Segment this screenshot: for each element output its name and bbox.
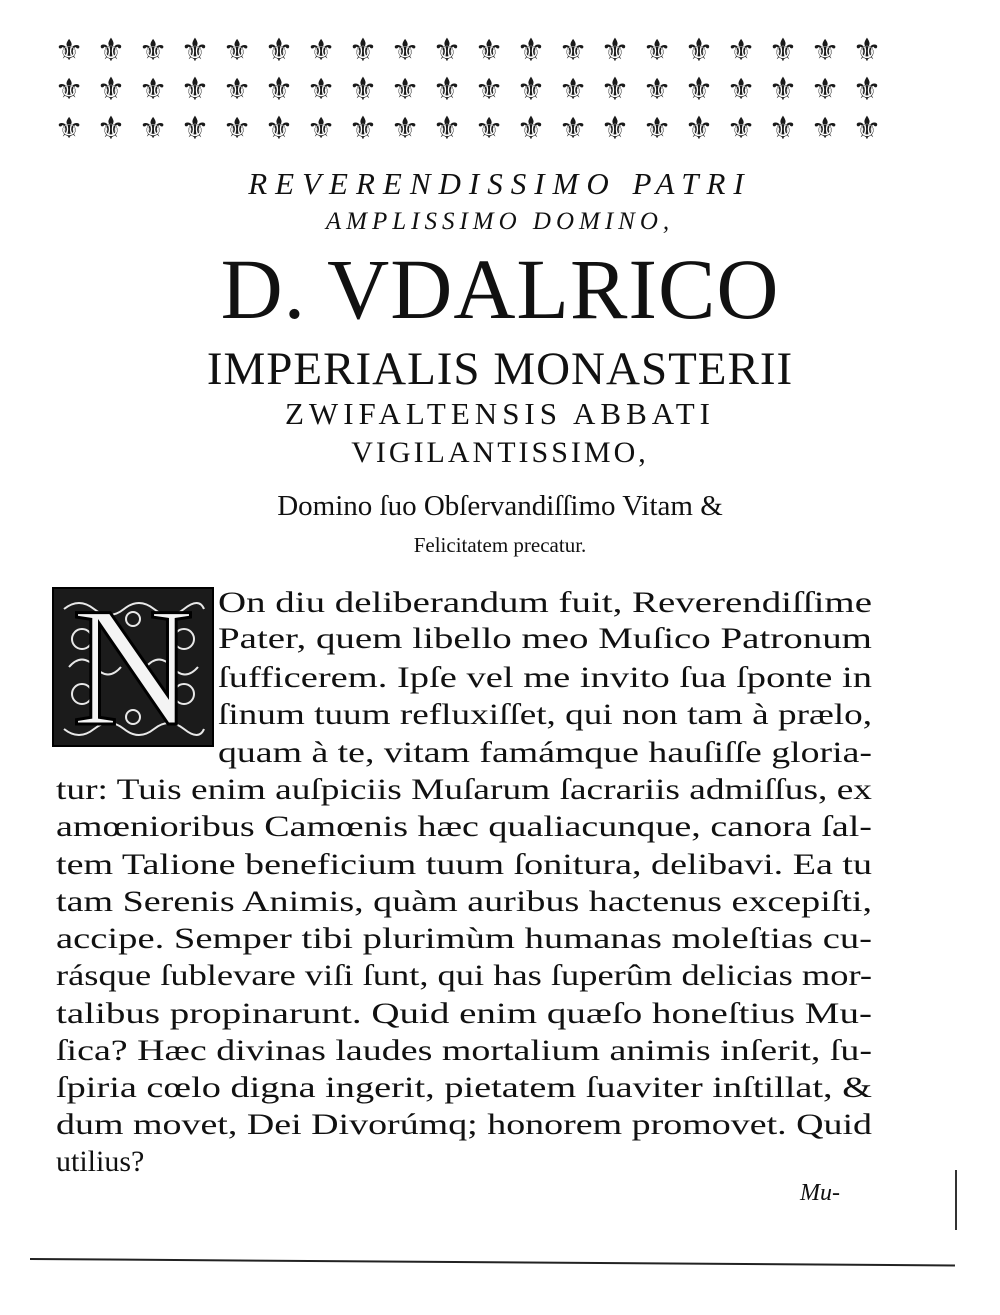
body-line: accipe. Semper tibi plurimùm humanas moleſtias cu-: [56, 922, 873, 955]
fleuron-icon: ⚜: [768, 30, 798, 69]
body-line: tem Talione beneficium tuum ſonitura, delibavi. Ea tu: [56, 848, 872, 881]
fleuron-icon: ⚜: [390, 32, 420, 67]
fleuron-icon: ⚜: [810, 71, 840, 107]
decorated-initial: [52, 587, 214, 747]
fleuron-icon: ⚜: [54, 71, 84, 107]
body-line: tur: Tuis enim auſpiciis Muſarum ſacrariis admiſſus, ex: [56, 773, 872, 806]
body-line: amœnioribus Camœnis hæc qualiacunque, canora ſal-: [56, 810, 872, 843]
fleuron-icon: ⚜: [264, 109, 294, 148]
fleuron-icon: ⚜: [348, 69, 378, 108]
fleuron-icon: ⚜: [474, 71, 504, 107]
fleuron-icon: ⚜: [306, 111, 336, 146]
fleuron-icon: ⚜: [432, 69, 462, 108]
heading-dedicatee: D. VDALRICO: [220, 241, 780, 337]
body-line: utilius?: [56, 1145, 145, 1178]
fleuron-icon: ⚜: [600, 109, 630, 148]
fleuron-icon: ⚜: [642, 71, 672, 107]
heading-line-1: REVERENDISSIMO PATRI: [248, 166, 752, 201]
fleuron-icon: ⚜: [600, 30, 630, 69]
fleuron-icon: ⚜: [54, 32, 84, 67]
fleuron-icon: ⚜: [306, 32, 336, 67]
heading-line-7: Domino ſuo Obſervandiſſimo Vitam &: [277, 490, 723, 522]
fleuron-icon: ⚜: [264, 30, 294, 69]
body-line: talibus propinarunt. Quid enim quæſo honeſtius Mu-: [56, 997, 873, 1030]
fleuron-icon: ⚜: [138, 32, 168, 67]
fleuron-icon: ⚜: [726, 71, 756, 107]
fleuron-icon: ⚜: [348, 109, 378, 148]
catchword: Mu-: [800, 1180, 840, 1206]
fleuron-icon: ⚜: [642, 32, 672, 67]
body-line: On diu deliberandum fuit, Reverendiſſime: [218, 586, 873, 619]
fleuron-icon: ⚜: [852, 69, 882, 108]
fleuron-icon: ⚜: [810, 32, 840, 67]
fleuron-icon: ⚜: [684, 30, 714, 69]
body-line: Pater, quem libello meo Muſico Patronum: [218, 622, 872, 655]
fleuron-icon: ⚜: [726, 111, 756, 146]
fleuron-icon: ⚜: [516, 69, 546, 108]
body-line: ſpiria cœlo digna ingerit, pietatem ſuaviter inſtillat, &: [56, 1071, 873, 1104]
heading-line-5: ZWIFALTENSIS ABBATI: [285, 396, 715, 431]
initial-letter: N: [71, 587, 195, 747]
ornamental-border: [48, 30, 888, 148]
fleuron-icon: ⚜: [264, 69, 294, 108]
fleuron-icon: ⚜: [684, 109, 714, 148]
heading-line-8: Felicitatem precatur.: [413, 533, 587, 557]
fleuron-icon: ⚜: [558, 111, 588, 146]
fleuron-icon: ⚜: [180, 30, 210, 69]
fleuron-icon: ⚜: [852, 109, 882, 148]
heading-line-6: VIGILANTISSIMO,: [351, 436, 649, 469]
page-edge-rule: [30, 1258, 955, 1266]
fleuron-icon: ⚜: [474, 32, 504, 67]
fleuron-icon: ⚜: [474, 111, 504, 146]
fleuron-icon: ⚜: [138, 71, 168, 107]
page-edge-mark: [955, 1170, 957, 1230]
fleuron-icon: ⚜: [516, 30, 546, 69]
heading-line-2: AMPLISSIMO DOMINO,: [325, 208, 675, 235]
body-line: quam à te, vitam famámque hauſiſſe gloria-: [218, 736, 873, 769]
fleuron-icon: ⚜: [96, 30, 126, 69]
fleuron-icon: ⚜: [222, 111, 252, 146]
body-line: dum movet, Dei Divorúmq; honorem promovet. Quid: [56, 1108, 873, 1141]
fleuron-icon: ⚜: [516, 109, 546, 148]
fleuron-icon: ⚜: [54, 111, 84, 146]
fleuron-icon: ⚜: [306, 71, 336, 107]
fleuron-icon: ⚜: [558, 32, 588, 67]
fleuron-icon: ⚜: [432, 109, 462, 148]
fleuron-icon: ⚜: [348, 30, 378, 69]
body-line: tam Serenis Animis, quàm auribus hactenus excepiſti,: [56, 885, 873, 918]
fleuron-icon: ⚜: [684, 69, 714, 108]
fleuron-icon: ⚜: [432, 30, 462, 69]
body-line: ſufficerem. Ipſe vel me invito ſua ſponte in: [218, 661, 872, 694]
fleuron-icon: ⚜: [642, 111, 672, 146]
fleuron-icon: ⚜: [222, 32, 252, 67]
fleuron-icon: ⚜: [390, 71, 420, 107]
fleuron-icon: ⚜: [768, 109, 798, 148]
fleuron-icon: ⚜: [768, 69, 798, 108]
body-line: ſica? Hæc divinas laudes mortalium animis inſerit, ſu-: [56, 1034, 873, 1067]
heading-line-4: IMPERIALIS MONASTERII: [206, 343, 794, 395]
fleuron-icon: ⚜: [600, 69, 630, 108]
fleuron-icon: ⚜: [96, 69, 126, 108]
fleuron-icon: ⚜: [96, 109, 126, 148]
fleuron-icon: ⚜: [222, 71, 252, 107]
fleuron-icon: ⚜: [852, 30, 882, 69]
fleuron-icon: ⚜: [180, 109, 210, 148]
fleuron-icon: ⚜: [180, 69, 210, 108]
fleuron-icon: ⚜: [810, 111, 840, 146]
fleuron-icon: ⚜: [726, 32, 756, 67]
fleuron-icon: ⚜: [390, 111, 420, 146]
fleuron-icon: ⚜: [138, 111, 168, 146]
body-line: rásque ſublevare viſi ſunt, qui has ſuperûm delicias mor-: [56, 959, 873, 992]
fleuron-icon: ⚜: [558, 71, 588, 107]
body-line: ſinum tuum refluxiſſet, qui non tam à prælo,: [218, 698, 873, 731]
